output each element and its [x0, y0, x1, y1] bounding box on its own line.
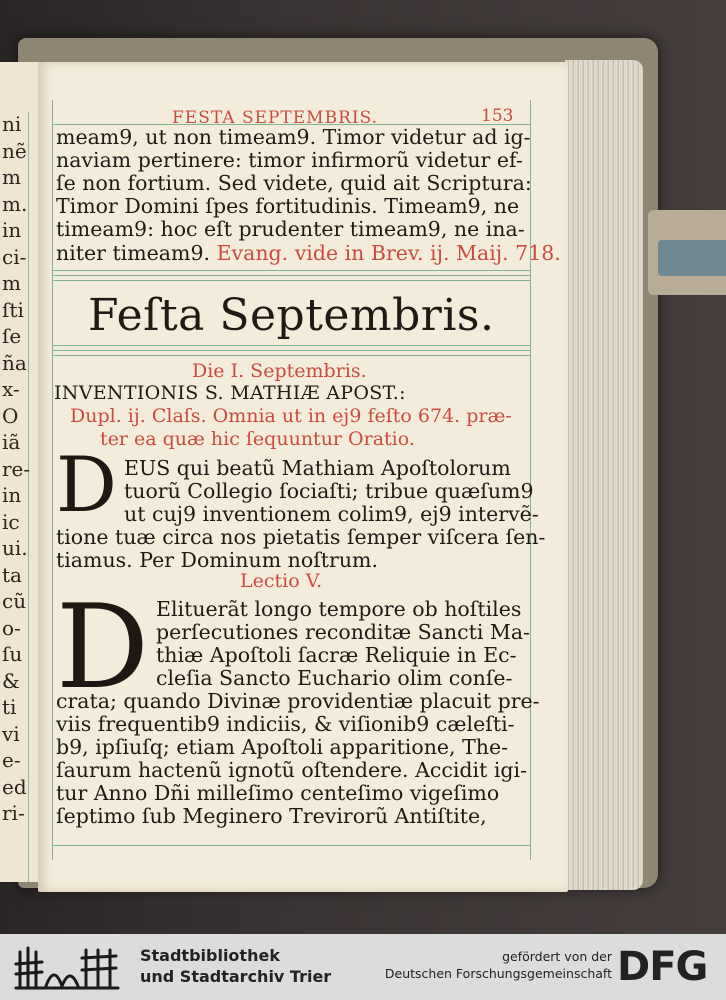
text-line: b9, ipſiuſq; etiam Apoſtoli apparitione, The- [56, 735, 509, 759]
text-line: Elituerãt longo tempore ob hoſtiles [156, 597, 522, 621]
text-line: ut cuj9 inventionem colim9, ej9 intervẽ- [124, 502, 539, 526]
left-page-fragment: & [2, 668, 20, 693]
rule-sep1 [52, 270, 530, 271]
drop-cap: D [56, 440, 117, 529]
text-line: crata; quando Divinæ providentiæ placuit pre- [56, 689, 540, 713]
left-page-fragment: ta [2, 562, 22, 587]
left-page-fragment: nẽ [2, 138, 27, 163]
left-page-fragment: ſe [2, 324, 22, 348]
left-page-fragment: ed [2, 774, 27, 799]
drop-cap-large: D [56, 580, 150, 715]
left-page-fragment: ſu [2, 642, 23, 666]
text-line: perſecutiones reconditæ Sancti Ma- [156, 620, 531, 644]
left-page-fragment: re- [2, 456, 31, 481]
text-line: tuorũ Collegio ſociaſti; tribue quæſum9 [124, 479, 534, 503]
text-line: EUS qui beatũ Mathiam Apoſtolorum [124, 456, 511, 480]
day-heading: Die I. Septembris. [192, 360, 367, 382]
left-page-fragment: ti [2, 695, 17, 719]
left-page-rule [28, 112, 29, 882]
rubric-reference: Evang. vide in Brev. ij. Maij. 718. [216, 241, 561, 265]
rule-left [52, 100, 53, 860]
text-line: Timor Domini ſpes fortitudinis. Timeam9, ne [56, 194, 520, 218]
page-edges [565, 60, 643, 890]
rubric-line: ter ea quæ hic ſequuntur Oratio. [100, 428, 415, 450]
left-page-fragment: x- [2, 377, 20, 401]
text-line: timeam9: hoc eſt prudenter timeam9, ne ina- [56, 217, 525, 241]
feast-heading: INVENTIONIS S. MATHIÆ APOST.: [54, 382, 406, 404]
page-number: 153 [481, 106, 514, 126]
text-line: tiamus. Per Dominum noſtrum. [56, 548, 378, 572]
rule-sep6 [52, 355, 530, 356]
left-page-fragment: m [2, 165, 21, 189]
text-line: thiæ Apoſtoli ſacræ Reliquie in Ec- [156, 643, 517, 667]
left-page-fragment: m. [2, 191, 28, 216]
section-title: Feſta Septembris. [88, 290, 495, 341]
rubric-line: Dupl. ij. Claſs. Omnia ut in ej9 feſto 674. præ- [70, 405, 512, 427]
text-line: viis frequentib9 indiciis, & viſionib9 cæleſti- [56, 712, 515, 736]
left-page [0, 62, 43, 882]
left-page-fragment: ña [2, 350, 27, 375]
left-page-fragment: ic [2, 509, 20, 534]
text-segment: niter timeam9. [56, 241, 211, 265]
left-page-fragment: vi [2, 721, 20, 746]
funder-text-line2: Deutschen Forschungsgemeinschaft [384, 966, 612, 981]
funder-text-line1: gefördert von der [502, 949, 612, 964]
rule-sep2 [52, 275, 530, 276]
left-page-fragment: ui. [2, 536, 28, 560]
lectio-heading: Lectio V. [240, 570, 323, 592]
text-line: naviam pertinere: timor infirmorũ videtur ef- [56, 148, 523, 172]
rule-sep3 [52, 280, 530, 281]
text-line: tione tuæ circa nos pietatis ſemper viſcera ſen- [56, 525, 546, 549]
dfg-logo: DFG [617, 944, 708, 990]
institution-name-line1: Stadtbibliothek [140, 946, 280, 965]
text-line: cleſia Sancto Euchario olim conſe- [156, 666, 513, 690]
text-line: ſeptimo ſub Meginero Trevirorũ Antiſtite, [56, 804, 487, 828]
left-page-fragment: cũ [2, 589, 27, 613]
left-page-fragment: e- [2, 748, 21, 772]
rule-sep4 [52, 345, 530, 346]
text-line: tur Anno Dñi milleſimo centeſimo vigeſimo [56, 781, 500, 805]
text-line: meam9, ut non timeam9. Timor videtur ad ig- [56, 125, 531, 149]
left-page-fragment: in [2, 483, 22, 507]
rule-foot [52, 845, 530, 846]
left-page-fragment: o- [2, 615, 21, 640]
left-page-fragment: ri- [2, 801, 25, 825]
text-line-last [56, 242, 561, 264]
institution-name-line2: und Stadtarchiv Trier [140, 967, 332, 986]
left-page-fragment: in [2, 218, 22, 242]
left-page-fragment: ſti [2, 297, 24, 322]
left-page-fragment: m [2, 271, 21, 295]
text-line: ſaurum hactenũ ignotũ oſtendere. Accidit igi- [56, 758, 527, 782]
stadtbibliothek-logo-icon [14, 944, 124, 990]
metal-clasp [658, 240, 726, 276]
left-page-fragment: ci- [2, 244, 27, 269]
left-page-fragment: O [2, 403, 19, 428]
running-head: FESTA SEPTEMBRIS. [172, 108, 379, 128]
text-line: ſe non fortium. Sed videte, quid ait Scriptura: [56, 171, 532, 195]
left-page-fragment: ni [2, 112, 22, 136]
rule-sep5 [52, 350, 530, 351]
left-page-fragment: iã [2, 430, 21, 454]
